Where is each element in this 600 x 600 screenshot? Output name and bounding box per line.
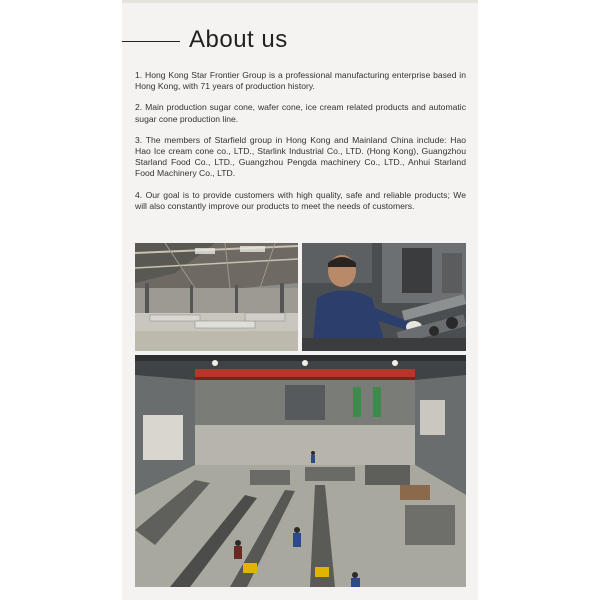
paragraph-members: 3. The members of Starfield group in Hong Kong and Mainland China include: Hao Hao Ice cream cone co., LTD., Starlink Industrial Co., LTD. (Hong Kong), Guangzhou Starland Food Co., LTD., Guangzhou Pengda machinery Co., LTD., Anhui Starland Food Machinery Co., LTD.	[135, 134, 466, 179]
paragraph-history: 1. Hong Kong Star Frontier Group is a professional manufacturing enterprise based in Hong Kong, with 71 years of production history.	[135, 70, 466, 92]
worker-photo	[302, 243, 466, 351]
title-decorative-line	[122, 41, 180, 42]
factory-floor-photo	[135, 355, 466, 587]
about-text	[135, 70, 466, 222]
factory-hall-photo	[135, 243, 298, 351]
top-divider	[122, 0, 478, 3]
paragraph-goal: 4. Our goal is to provide customers with high quality, safe and reliable products; We will also constantly improve our products to meet the needs of customers.	[135, 189, 466, 211]
about-panel	[122, 0, 478, 600]
page-title: About us	[189, 26, 288, 53]
paragraph-products: 2. Main production sugar cone, wafer cone, ice cream related products and automatic sugar cone production line.	[135, 102, 466, 124]
title-row	[122, 26, 478, 56]
